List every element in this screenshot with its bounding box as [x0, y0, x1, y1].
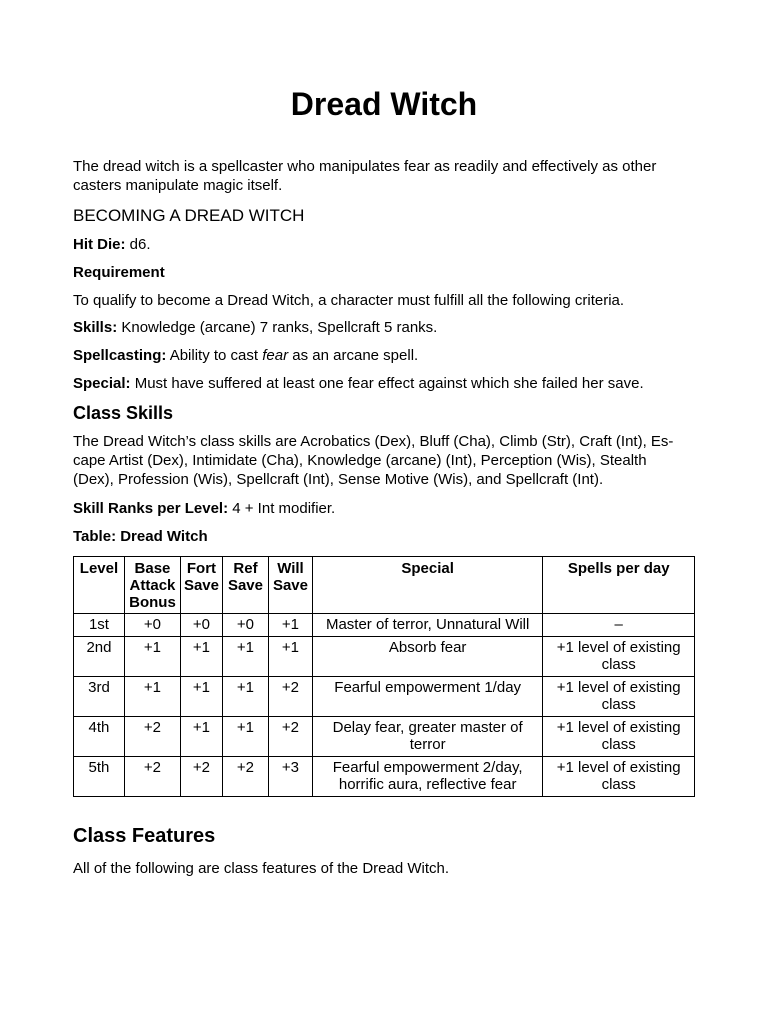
cell-level: 3rd	[74, 677, 125, 717]
cell-bab: +2	[124, 757, 180, 797]
cell-level: 1st	[74, 614, 125, 637]
cell-bab: +2	[124, 717, 180, 757]
table-row	[74, 717, 695, 757]
header-bab-line-2: Attack	[129, 577, 176, 594]
table-caption	[73, 527, 695, 546]
cell-special: Delay fear, greater master of terror	[312, 717, 542, 757]
spellcasting-label: Spellcasting:	[73, 347, 167, 364]
special-line	[73, 374, 695, 393]
class-features-text: All of the following are class features of the Dread Witch.	[73, 860, 450, 877]
becoming-heading: BECOMING A DREAD WITCH	[73, 206, 305, 225]
spellcasting-em: fear	[262, 347, 289, 364]
header-bab-line-3: Bonus	[129, 594, 176, 611]
class-skills-line-2: cape Artist (Dex), Intimidate (Cha), Knowledge (arcane) (Int), Perception (Wis), Stealth	[73, 452, 647, 469]
table-row	[74, 614, 695, 637]
header-bab-line-1: Base	[134, 560, 171, 577]
cell-ref: +1	[223, 637, 269, 677]
hit-die-label: Hit Die:	[73, 236, 126, 253]
header-will-line-1: Will	[277, 560, 304, 577]
table-row	[74, 677, 695, 717]
class-skills-line-1: The Dread Witch’s class skills are Acrobatics (Dex), Bluff (Cha), Climb (Str), Craft (Int), Es-	[73, 433, 674, 450]
header-ref	[223, 557, 269, 614]
cell-ref: +2	[223, 757, 269, 797]
skill-ranks-value: 4 + Int modifier.	[232, 500, 336, 517]
cell-bab: +1	[124, 677, 180, 717]
skills-label: Skills:	[73, 319, 118, 336]
class-skills-heading: Class Skills	[73, 403, 174, 423]
header-spells: Spells per day	[543, 557, 695, 614]
header-ref-line-2: Save	[227, 577, 263, 594]
cell-fort: +2	[180, 757, 222, 797]
header-special: Special	[312, 557, 542, 614]
header-will	[268, 557, 312, 614]
header-fort-line-1: Fort	[186, 560, 217, 577]
header-ref-line-1: Ref	[233, 560, 258, 577]
cell-level: 2nd	[74, 637, 125, 677]
cell-level: 5th	[74, 757, 125, 797]
hit-die-line	[73, 235, 695, 254]
cell-fort: +1	[180, 677, 222, 717]
cell-fort: +1	[180, 717, 222, 757]
spellcasting-line	[73, 346, 695, 365]
table-row	[74, 757, 695, 797]
header-fort-line-2: Save	[183, 577, 219, 594]
table-caption-text: Table: Dread Witch	[73, 528, 208, 545]
cell-will: +3	[268, 757, 312, 797]
skills-line	[73, 318, 695, 337]
cell-spells: +1 level of existing class	[543, 677, 695, 717]
cell-will: +2	[268, 717, 312, 757]
header-level: Level	[74, 557, 125, 614]
cell-level: 4th	[74, 717, 125, 757]
skill-ranks-label: Skill Ranks per Level:	[73, 500, 229, 517]
spellcasting-after: as an arcane spell.	[292, 347, 419, 364]
class-skills-line-3: (Dex), Profession (Wis), Spellcraft (Int), Sense Motive (Wis), and Spellcraft (Int).	[73, 471, 604, 488]
cell-ref: +1	[223, 717, 269, 757]
cell-spells: –	[543, 614, 695, 637]
cell-bab: +1	[124, 637, 180, 677]
header-fort	[180, 557, 222, 614]
cell-fort: +0	[180, 614, 222, 637]
cell-ref: +0	[223, 614, 269, 637]
cell-special: Absorb fear	[312, 637, 542, 677]
cell-special: Master of terror, Unnatural Will	[312, 614, 542, 637]
special-label: Special:	[73, 375, 131, 392]
cell-will: +1	[268, 637, 312, 677]
special-value: Must have suffered at least one fear effect against which she failed her save.	[134, 375, 644, 392]
table-header-row	[74, 557, 695, 614]
cell-bab: +0	[124, 614, 180, 637]
requirement-heading	[73, 263, 695, 282]
requirement-text: To qualify to become a Dread Witch, a character must fulfill all the following criteria.	[73, 292, 625, 309]
cell-will: +2	[268, 677, 312, 717]
cell-will: +1	[268, 614, 312, 637]
cell-fort: +1	[180, 637, 222, 677]
dread-witch-table	[73, 556, 695, 797]
requirement-heading-text: Requirement	[73, 264, 165, 281]
cell-special: Fearful empowerment 1/day	[312, 677, 542, 717]
header-bab	[124, 557, 180, 614]
skills-value: Knowledge (arcane) 7 ranks, Spellcraft 5 ranks.	[121, 319, 438, 336]
header-will-line-2: Save	[272, 577, 308, 594]
class-skills-paragraph	[73, 432, 695, 489]
intro-paragraph: The dread witch is a spellcaster who manipulates fear as readily and effectively as other casters manipulate magic itself.	[73, 158, 657, 194]
skill-ranks-line	[73, 499, 695, 518]
cell-spells: +1 level of existing class	[543, 717, 695, 757]
cell-spells: +1 level of existing class	[543, 757, 695, 797]
page-title: Dread Witch	[290, 86, 478, 122]
cell-ref: +1	[223, 677, 269, 717]
cell-special: Fearful empowerment 2/day, horrific aura, reflective fear	[312, 757, 542, 797]
spellcasting-before: Ability to cast	[169, 347, 259, 364]
class-features-heading: Class Features	[73, 825, 216, 847]
hit-die-value: d6.	[129, 236, 151, 253]
table-row	[74, 637, 695, 677]
cell-spells: +1 level of existing class	[543, 637, 695, 677]
